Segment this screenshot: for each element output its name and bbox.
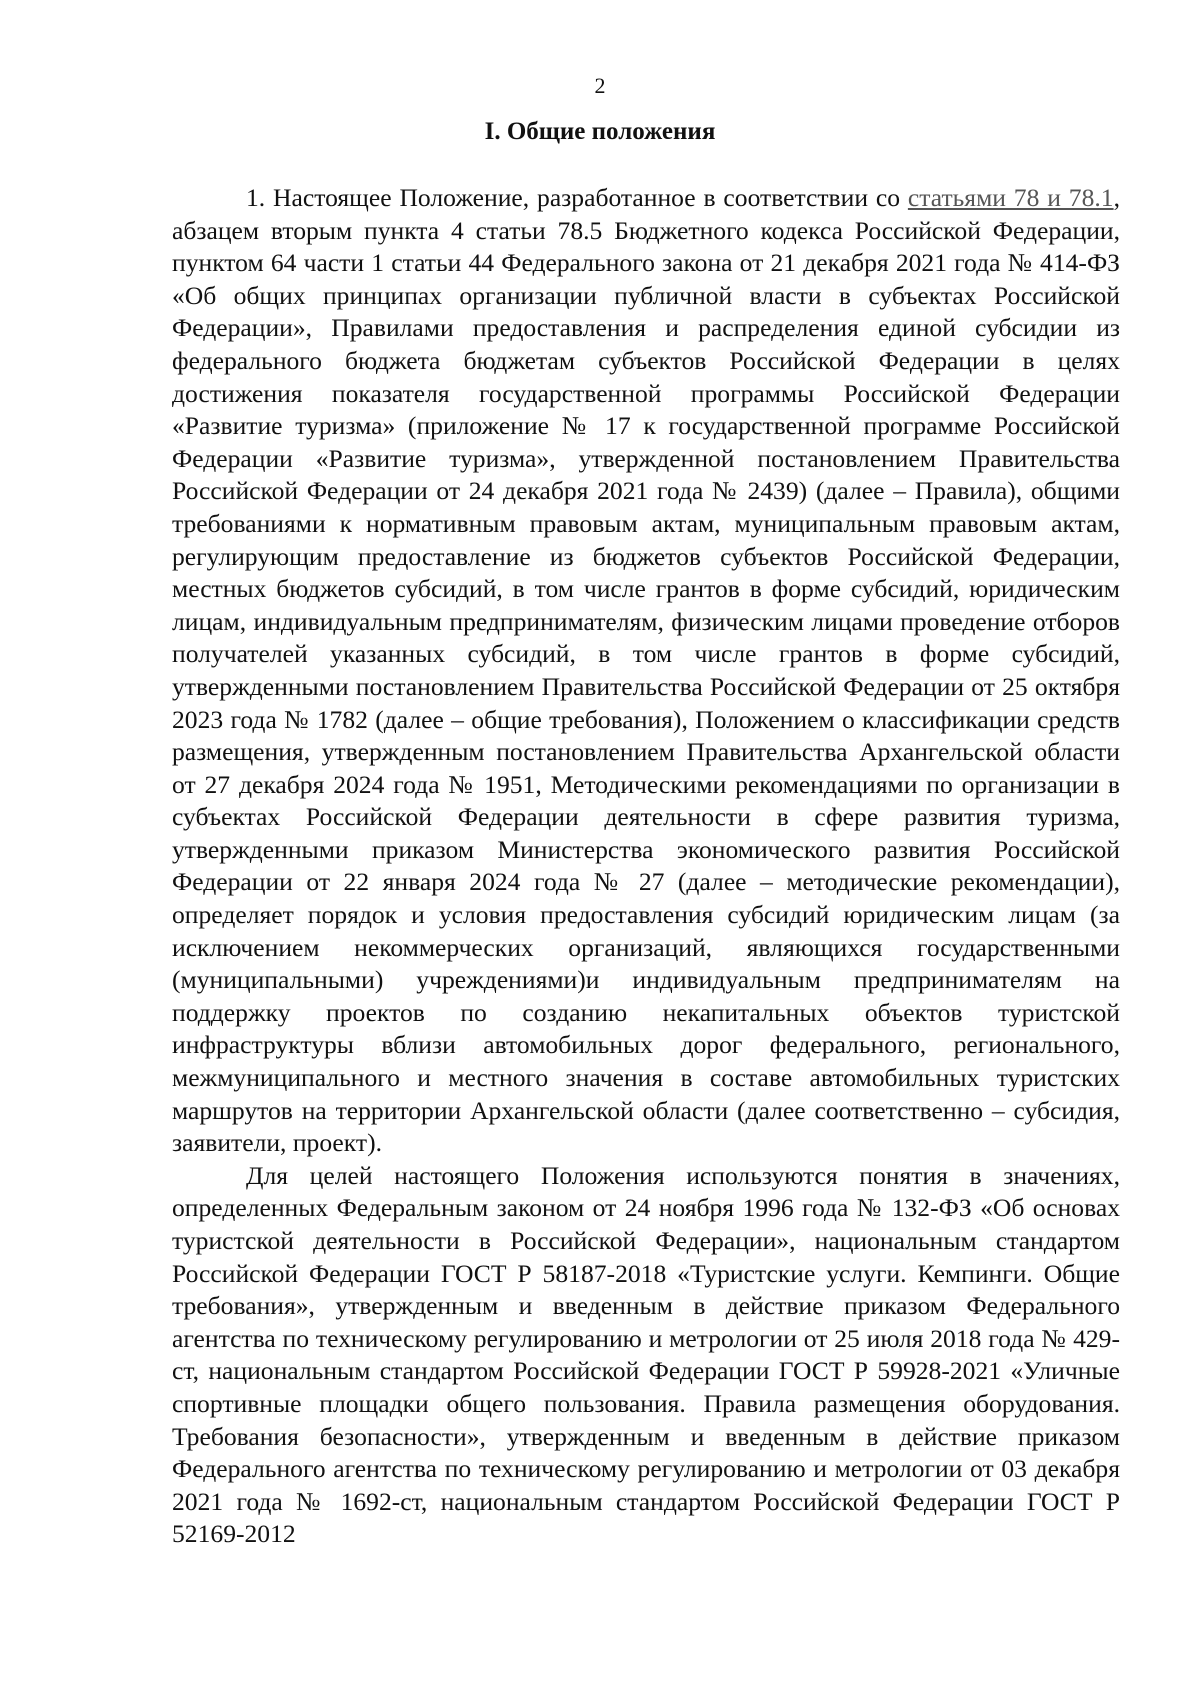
articles-reference-link[interactable]: статьями 78 и 78.1 [907,183,1114,212]
page-number: 2 [594,73,606,98]
section-title: I. Общие положения [484,118,716,145]
paragraph-2: Для целей настоящего Положения используются понятия в значениях, определенных Федеральным законом от 24 ноября 1996 года № 132-ФЗ «Об основах туристской деятельности в Российской Федерации», национальным стандартом Российской Федерации ГОСТ Р 58187-2018 «Туристские услуги. Кемпинги. Общие требования», утвержденным и введенным в действие приказом Федерального агентства по техническому регулированию и метрологии от 25 июля 2018 года № 429-ст, национальным стандартом Российской Федерации ГОСТ Р 59928-2021 «Уличные спортивные площадки общего пользования. Правила размещения оборудования. Требования безопасности», утвержденным и введенным в действие приказом Федерального агентства по техническому регулированию и метрологии от 03 декабря 2021 года № 1692-ст, национальным стандартом Российской Федерации ГОСТ Р 52169-2012 [172,1160,1120,1549]
paragraph-1-body: , абзацем вторым пункта 4 статьи 78.5 Бюджетного кодекса Российской Федерации, пунктом 64 части 1 статьи 44 Федерального закона от 21 декабря 2021 года № 414-ФЗ «Об общих принципах организации публичной власти в субъектах Российской Федерации», Правилами предоставления и распределения единой субсидии из федерального бюджета бюджетам субъектов Российской Федерации в целях достижения показателя государственной программы Российской Федерации «Развитие туризма» (приложение № 17 к государственной программе Российской Федерации «Развитие туризма», утвержденной постановлением Правительства Российской Федерации от 24 декабря 2021 года № 2439) (далее – Правила), общими требованиями к нормативным правовым актам, муниципальным правовым актам, регулирующим предоставление из бюджетов субъектов Российской Федерации, местных бюджетов субсидий, в том числе грантов в форме субсидий, юридическим лицам, индивидуальным предпринимателям, физическим лицами проведение отборов получателей указанных субсидий, в том числе грантов в форме субсидий, утвержденными постановлением Правительства Российской Федерации от 25 октября 2023 года № 1782 (далее – общие требования), Положением о классификации средств размещения, утвержденным постановлением Правительства Архангельской области от 27 декабря 2024 года № 1951, Методическими рекомендациями по организации в субъектах Российской Федерации деятельности в сфере развития туризма, утвержденными приказом Министерства экономического развития Российской Федерации от 22 января 2024 года № 27 (далее – методические рекомендации), определяет порядок и условия предоставления субсидий юридическим лицам (за исключением некоммерческих организаций, являющихся государственными (муниципальными) учреждениями)и индивидуальным предпринимателям на поддержку проектов по созданию некапитальных объектов туристской инфраструктуры вблизи автомобильных дорог федерального, регионального, межмуниципального и местного значения в составе автомобильных туристских маршрутов на территории Архангельской области (далее соответственно – субсидия, заявители, проект). [172,183,1120,1158]
document-body [172,182,1120,1551]
paragraph-1 [172,182,1120,1160]
paragraph-1-prefix: 1. Настоящее Положение, разработанное в соответствии со [246,183,908,212]
